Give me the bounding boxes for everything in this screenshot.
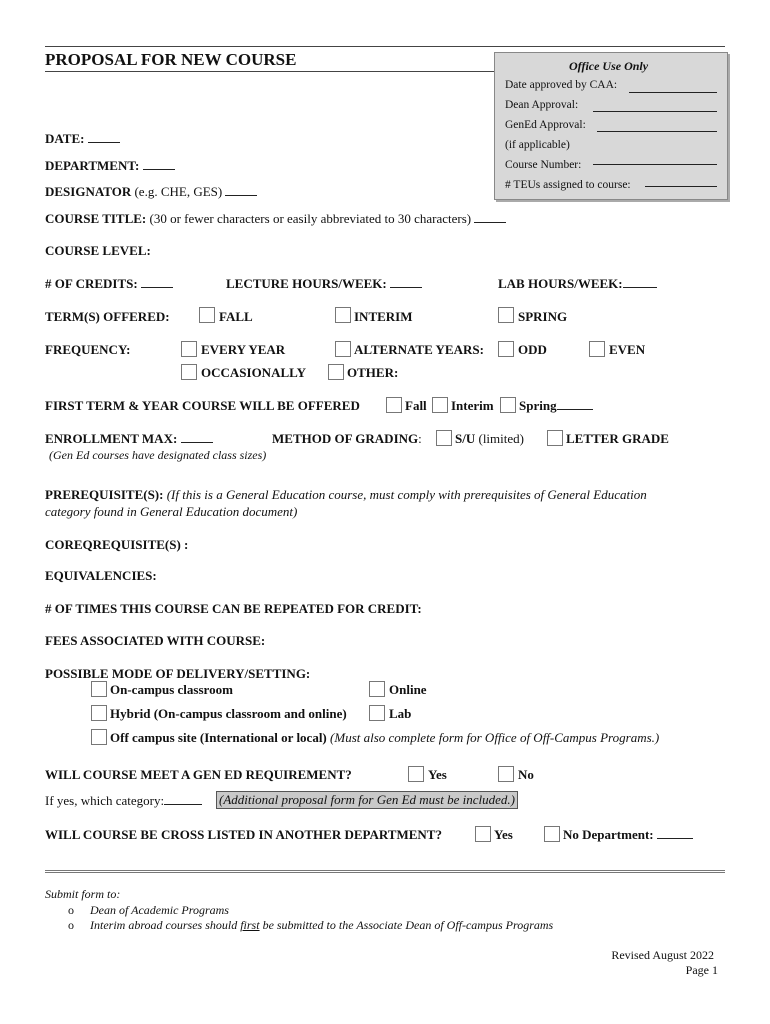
offcampus-row [110,730,659,746]
submit-bullet-1: o [68,903,74,917]
su-label: S/U [455,431,476,446]
dean-label: Dean Approval: [505,99,579,111]
submit-item-2-post: be submitted to the Associate Dean of Off-campus Programs [259,918,554,932]
first-fall-checkbox[interactable] [386,397,402,413]
submit-item-2-first: first [240,918,260,932]
spring-checkbox[interactable] [498,307,514,323]
revised-date: Revised August 2022 [611,948,714,962]
grading-label: METHOD OF GRADING [272,431,419,446]
other-label: OTHER: [347,365,399,380]
occasionally-label: OCCASIONALLY [201,365,306,380]
submit-bullet-2: o [68,918,74,932]
gened-approval-field[interactable] [597,131,717,132]
designator-row [45,184,257,200]
grading-colon: : [418,431,422,446]
hybrid-label: Hybrid (On-campus classroom and online) [110,706,347,721]
enrollment-note: (Gen Ed courses have designated class sizes) [49,448,267,462]
first-spring-field[interactable] [557,399,593,410]
gened-approval-label: GenEd Approval: [505,119,586,131]
even-label: EVEN [609,342,646,357]
gened-which-label: If yes, which category: [45,793,165,808]
alternate-years-checkbox[interactable] [335,341,351,357]
designator-hint: (e.g. CHE, GES) [134,184,223,199]
offcampus-label: Off campus site (International or local) [110,730,327,745]
prereq-row [45,487,647,503]
first-term-label: FIRST TERM & YEAR COURSE WILL BE OFFERED [45,398,360,413]
page-title: PROPOSAL FOR NEW COURSE [45,50,297,69]
office-heading: Office Use Only [569,59,649,73]
course-level-label: COURSE LEVEL: [45,243,151,258]
gened-no-checkbox[interactable] [498,766,514,782]
letter-grade-label: LETTER GRADE [566,431,669,446]
prereq-note-1: (If this is a General Education course, must comply with prerequisites of General Education [166,487,647,502]
even-checkbox[interactable] [589,341,605,357]
grading-row [272,431,422,447]
alternate-years-label: ALTERNATE YEARS: [354,342,484,357]
date-row [45,131,120,147]
lab-hours-field[interactable] [623,277,657,288]
cross-label: WILL COURSE BE CROSS LISTED IN ANOTHER DEPARTMENT? [45,827,442,842]
spring-label: SPRING [518,309,568,324]
gened-yes-label: Yes [428,767,447,782]
date-field[interactable] [88,132,120,143]
office-use-box [494,52,728,200]
lecture-row [226,276,422,292]
course-title-label: COURSE TITLE: [45,211,147,226]
oncampus-label: On-campus classroom [110,682,233,697]
prereq-note-2: category found in General Education document) [45,504,298,519]
course-title-field[interactable] [474,212,506,223]
gened-which-field[interactable] [164,794,202,805]
first-spring-label: Spring [519,398,557,413]
department-field[interactable] [143,159,175,170]
cross-yes-checkbox[interactable] [475,826,491,842]
credits-row [45,276,173,292]
online-label: Online [389,682,427,697]
hybrid-checkbox[interactable] [91,705,107,721]
interim-label: INTERIM [354,309,413,324]
teus-field[interactable] [645,186,717,187]
course-title-hint: (30 or fewer characters or easily abbreviated to 30 characters) [149,211,472,226]
lab-checkbox[interactable] [369,705,385,721]
caa-field[interactable] [629,92,717,93]
every-year-label: EVERY YEAR [201,342,286,357]
offcampus-note: (Must also complete form for Office of Off-Campus Programs.) [330,730,660,745]
oncampus-checkbox[interactable] [91,681,107,697]
su-checkbox[interactable] [436,430,452,446]
prereq-label: PREREQUISITE(S): [45,487,164,502]
cross-no-label: No [563,827,579,842]
department-label: DEPARTMENT: [45,158,140,173]
gened-no-label: No [518,767,534,782]
teus-label: # TEUs assigned to course: [505,179,631,191]
online-checkbox[interactable] [369,681,385,697]
fall-checkbox[interactable] [199,307,215,323]
gened-which-row [45,793,202,809]
every-year-checkbox[interactable] [181,341,197,357]
submit-label: Submit form to: [45,887,121,901]
delivery-label: POSSIBLE MODE OF DELIVERY/SETTING: [45,666,311,681]
first-interim-label: Interim [451,398,494,413]
first-interim-checkbox[interactable] [432,397,448,413]
other-checkbox[interactable] [328,364,344,380]
lecture-field[interactable] [390,277,422,288]
course-title-row [45,211,506,227]
if-applicable: (if applicable) [505,139,570,151]
cross-department-label: Department: [582,827,654,842]
occasionally-checkbox[interactable] [181,364,197,380]
submit-item-2-pre: Interim abroad courses should [90,918,241,932]
enrollment-label: ENROLLMENT MAX: [45,431,178,446]
first-fall-label: Fall [405,398,427,413]
gened-note: (Additional proposal form for Gen Ed must be included.) [216,791,518,809]
designator-label: DESIGNATOR [45,184,132,199]
odd-checkbox[interactable] [498,341,514,357]
fall-label: FALL [219,309,253,324]
designator-field[interactable] [225,185,257,196]
course-number-label: Course Number: [505,159,582,171]
course-number-field[interactable] [593,164,717,165]
bottom-rule [45,870,725,873]
date-label: DATE: [45,131,85,146]
lecture-label: LECTURE HOURS/WEEK: [226,276,387,291]
dean-field[interactable] [593,111,717,112]
frequency-label: FREQUENCY: [45,342,131,357]
cross-no-row [563,827,693,843]
enrollment-field[interactable] [181,432,213,443]
title-underline [45,71,495,72]
top-rule [45,46,725,47]
fees-label: FEES ASSOCIATED WITH COURSE: [45,633,266,648]
cross-department-field[interactable] [657,828,693,839]
page-number: Page 1 [685,963,718,977]
terms-label: TERM(S) OFFERED: [45,309,170,324]
lab-hours-label: LAB HOURS/WEEK: [498,276,623,291]
cross-no-checkbox[interactable] [544,826,560,842]
submit-item-2 [90,918,553,933]
cross-yes-label: Yes [494,827,513,842]
lab-label: Lab [389,706,412,721]
department-row [45,158,175,174]
equivalencies-label: EQUIVALENCIES: [45,568,157,583]
first-spring-checkbox[interactable] [500,397,516,413]
first-spring-row [519,398,593,414]
su-row [455,431,524,447]
caa-label: Date approved by CAA: [505,79,618,91]
gened-label: WILL COURSE MEET A GEN ED REQUIREMENT? [45,767,352,782]
interim-checkbox[interactable] [335,307,351,323]
letter-grade-checkbox[interactable] [547,430,563,446]
lab-hours-row [498,276,657,292]
repeat-label: # OF TIMES THIS COURSE CAN BE REPEATED FOR CREDIT: [45,601,422,616]
coreq-label: COREQREQUISITE(S) : [45,537,189,552]
su-note: (limited) [478,431,524,446]
gened-yes-checkbox[interactable] [408,766,424,782]
enrollment-row [45,431,213,447]
credits-label: # OF CREDITS: [45,276,138,291]
offcampus-checkbox[interactable] [91,729,107,745]
submit-item-1: Dean of Academic Programs [90,903,229,917]
odd-label: ODD [518,342,547,357]
credits-field[interactable] [141,277,173,288]
